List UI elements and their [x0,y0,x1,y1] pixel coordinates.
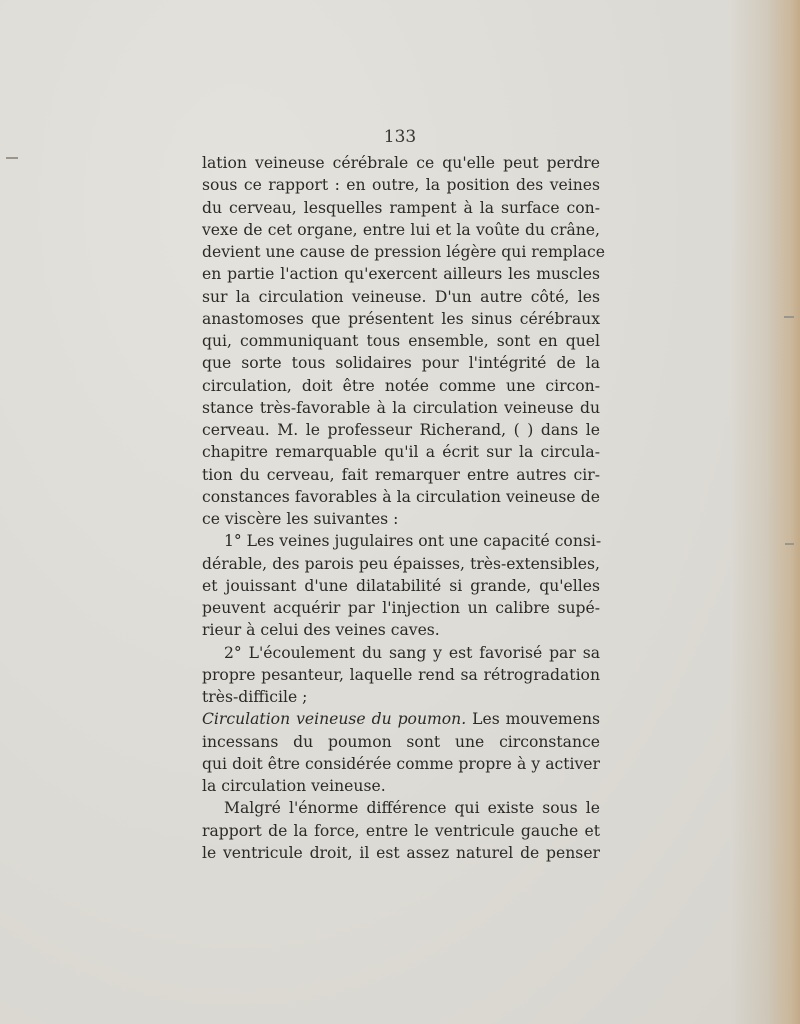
text-line: 1° Les veines jugulaires ont une capacité consi- [224,532,602,551]
text-line: dérable, des parois peu épaisses, très-extensibles, [202,554,600,573]
text-line: la circulation veineuse. [202,777,386,795]
section-heading: Circulation veineuse du poumon. [202,710,467,729]
text-line: très-difficile ; [202,688,308,706]
text-line: devient une cause de pression légère qui remplace [202,243,605,261]
text-line: rapport de la force, entre le ventricule gauche et [202,821,600,840]
page-edge-shadow [768,0,800,1024]
text-line: peuvent acquérir par l'injection un calibre supé- [202,599,600,617]
text-line: anastomoses que présentent les sinus cérébraux [202,309,600,328]
text-line [202,708,600,730]
text-line: cerveau. M. le professeur Richerand, ( ) dans le [202,421,600,439]
text-line: et jouissant d'une dilatabilité si grande, qu'elles [202,576,600,595]
margin-mark [784,316,794,318]
text-line: en partie l'action qu'exercent ailleurs les muscles [202,265,600,284]
text-line: sous ce rapport : en outre, la position des veines [202,176,600,195]
page-number: 133 [383,127,417,147]
text-line: du cerveau, lesquelles rampent à la surface con- [202,198,600,217]
text-line: lation veineuse cérébrale ce qu'elle peut perdre [202,154,600,172]
text-line: constances favorables à la circulation veineuse de [202,487,600,506]
text-line: tion du cerveau, fait remarquer entre autres cir- [202,465,600,484]
text-line: sur la circulation veineuse. D'un autre côté, les [202,287,600,306]
text-line: 2° L'écoulement du sang y est favorisé par sa [224,643,600,662]
text-line: qui doit être considérée comme propre à y activer [202,754,600,773]
text-line: stance très-favorable à la circulation veineuse du [202,398,600,417]
margin-mark [785,543,794,545]
text-line: Malgré l'énorme différence qui existe sous le [224,799,600,818]
text-line: que sorte tous solidaires pour l'intégrité de la [202,354,600,373]
text-line: propre pesanteur, laquelle rend sa rétrogradation [202,665,600,684]
text-line: rieur à celui des veines caves. [202,621,440,640]
text-fragment: Les mouvemens [472,710,600,729]
text-line: vexe de cet organe, entre lui et la voûte du crâne, [202,220,600,239]
body-text [202,152,605,864]
text-line: ce viscère les suivantes : [202,510,399,528]
text-line: incessans du poumon sont une circonstance [202,732,600,751]
text-line: le ventricule droit, il est assez naturel de penser [202,843,600,862]
margin-mark [6,157,18,159]
text-line: qui, communiquant tous ensemble, sont en quel [202,332,600,350]
text-line: chapitre remarquable qu'il a écrit sur la circula- [202,443,600,462]
text-line: circulation, doit être notée comme une circon- [202,376,600,395]
